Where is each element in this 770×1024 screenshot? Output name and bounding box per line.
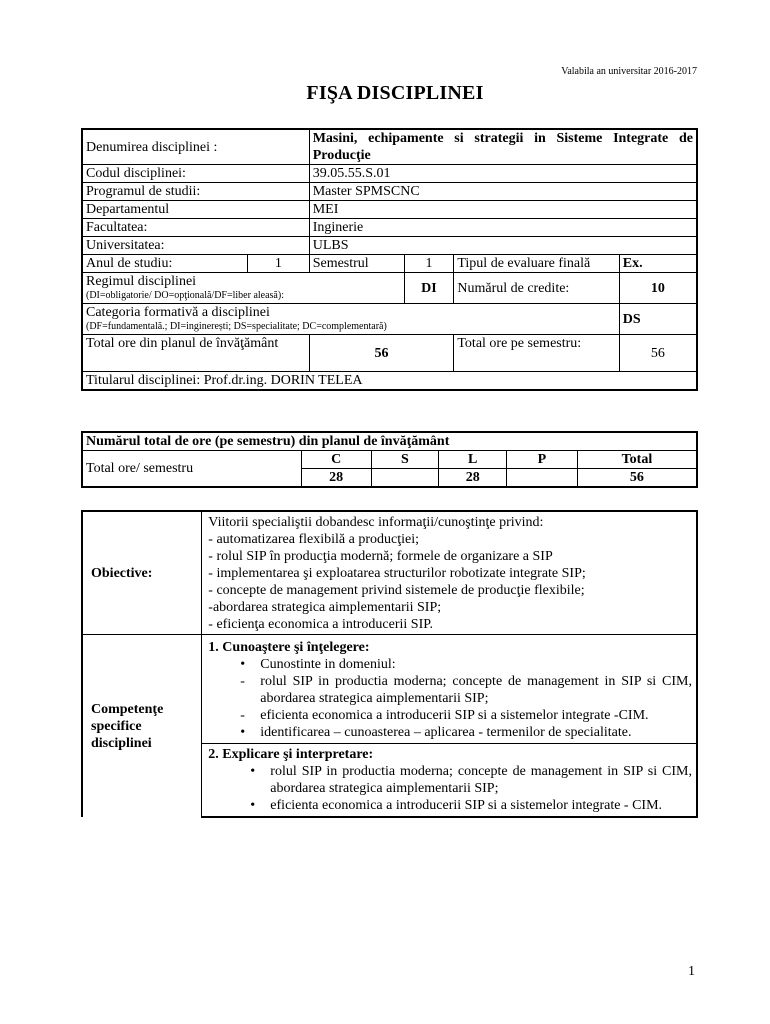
objectives-table [81, 510, 698, 818]
denumire-label: Denumirea disciplinei : [82, 129, 309, 165]
discipline-info-table [81, 128, 698, 391]
total-sem-value: 56 [619, 335, 697, 372]
eval-value: Ex. [619, 255, 697, 273]
total-plan-value: 56 [309, 335, 454, 372]
denumire-value: Masini, echipamente si strategii in Sisteme Integrate de Producţie [309, 129, 697, 165]
table-row [82, 451, 697, 469]
list-item: • Cunostinte in domeniul: [260, 656, 692, 673]
table-row [82, 219, 697, 237]
list-item: - rolul SIP in productia moderna; concepte de management in SIP si CIM, abordarea strategica aimplementarii SIP; [260, 673, 692, 707]
page-number: 1 [688, 964, 695, 979]
section-1-dash-list [208, 673, 692, 724]
an-value: 1 [247, 255, 309, 273]
sem-value: 1 [404, 255, 454, 273]
credite-value: 10 [619, 273, 697, 304]
fac-value: Inginerie [309, 219, 697, 237]
dept-label: Departamentul [82, 201, 309, 219]
hours-row-label: Total ore/ semestru [82, 451, 301, 488]
list-item: • identificarea – cunoasterea – aplicarea - termenilor de specialitate. [260, 724, 692, 741]
total-plan-label: Total ore din planul de învăţământ [82, 335, 309, 372]
dept-value: MEI [309, 201, 697, 219]
valid-year-label: Valabila an universitar 2016-2017 [561, 66, 697, 77]
table-row [82, 372, 697, 391]
hours-val-p [507, 469, 578, 488]
hours-col-p: P [507, 451, 578, 469]
regim-note: (DI=obligatorie/ DO=opţională/DF=liber aleasă): [86, 290, 284, 301]
table-row [82, 183, 697, 201]
hours-val-c: 28 [301, 469, 371, 488]
hours-val-l: 28 [439, 469, 507, 488]
section-2-title: 2. Explicare şi interpretare: [208, 747, 374, 762]
hours-heading: Numărul total de ore (pe semestru) din planul de învăţământ [82, 432, 697, 451]
objectives-label: Obiective: [82, 511, 202, 635]
table-row [82, 165, 697, 183]
categ-cell [82, 304, 619, 335]
eval-label: Tipul de evaluare finală [454, 255, 619, 273]
univ-value: ULBS [309, 237, 697, 255]
table-row [82, 129, 697, 165]
objective-line: - automatizarea flexibilă a producţiei; [208, 532, 419, 547]
table-row [82, 273, 697, 304]
page-title: FIŞA DISCIPLINEI [306, 82, 484, 104]
hours-table [81, 431, 698, 488]
list-item: • rolul SIP in productia moderna; concepte de management in SIP si CIM, abordarea strategica aimplementarii SIP; [270, 763, 692, 797]
total-sem-label: Total ore pe semestru: [454, 335, 619, 372]
objectives-content [202, 511, 697, 635]
objective-line: - implementarea şi exploatarea structurilor robotizate integrate SIP; [208, 566, 586, 581]
titular: Titularul disciplinei: Prof.dr.ing. DORIN TELEA [82, 372, 697, 391]
table-row [82, 237, 697, 255]
list-item: - eficienta economica a introducerii SIP si a sistemelor integrate -CIM. [260, 707, 692, 724]
objective-line: Viitorii specialiştii dobandesc informaţii/cunoştinţe privind: [208, 515, 544, 530]
section-1-list [208, 656, 692, 673]
categ-note: (DF=fundamentală.; DI=inginerești; DS=specialitate; DC=complementară) [86, 321, 387, 332]
competences-section-1 [202, 635, 696, 744]
table-row [82, 511, 697, 635]
objective-line: - rolul SIP în producţia modernă; formele de organizare a SIP [208, 549, 553, 564]
hours-col-c: C [301, 451, 371, 469]
cod-label: Codul disciplinei: [82, 165, 309, 183]
list-item: • eficienta economica a introducerii SIP si a sistemelor integrate - CIM. [270, 797, 692, 814]
table-row [82, 635, 697, 818]
sem-label: Semestrul [309, 255, 404, 273]
hours-col-s: S [371, 451, 439, 469]
table-row [82, 201, 697, 219]
hours-val-total: 56 [577, 469, 697, 488]
credite-label: Numărul de credite: [454, 273, 619, 304]
univ-label: Universitatea: [82, 237, 309, 255]
regim-label: Regimul disciplinei [86, 274, 197, 289]
cod-value: 39.05.55.S.01 [309, 165, 697, 183]
section-2-list [208, 763, 692, 814]
objective-line: - concepte de management privind sistemele de producţie flexibile; [208, 583, 585, 598]
objective-line: - eficienţa economica a introducerii SIP. [208, 617, 433, 632]
regim-value: DI [404, 273, 454, 304]
fac-label: Facultatea: [82, 219, 309, 237]
table-row [82, 432, 697, 451]
regim-cell [82, 273, 404, 304]
competences-content [202, 635, 697, 818]
section-1-title: 1. Cunoaştere şi înţelegere: [208, 640, 370, 655]
objective-line: -abordarea strategica aimplementarii SIP; [208, 600, 442, 615]
section-1-list-b [208, 724, 692, 741]
competences-section-2 [202, 744, 696, 816]
table-row [82, 335, 697, 372]
competences-label: Competenţe specifice disciplinei [82, 635, 202, 818]
hours-val-s [371, 469, 439, 488]
table-row [82, 255, 697, 273]
categ-label: Categoria formativă a disciplinei [86, 305, 270, 320]
categ-value: DS [619, 304, 697, 335]
an-label: Anul de studiu: [82, 255, 247, 273]
hours-col-total: Total [577, 451, 697, 469]
table-row [82, 304, 697, 335]
program-label: Programul de studii: [82, 183, 309, 201]
program-value: Master SPMSCNC [309, 183, 697, 201]
hours-col-l: L [439, 451, 507, 469]
